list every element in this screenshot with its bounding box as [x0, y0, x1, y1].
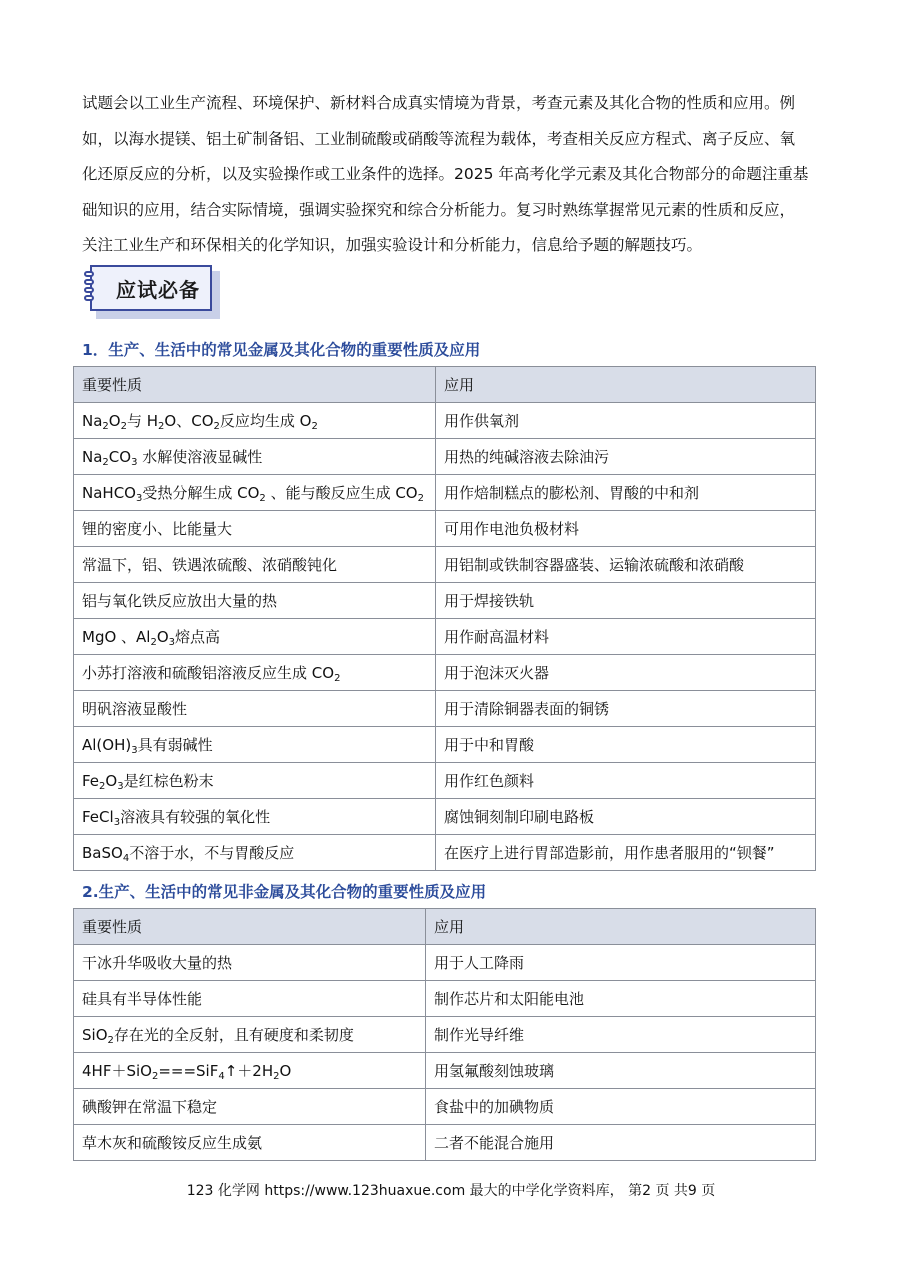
property-cell: [74, 619, 436, 655]
subscript: 4: [218, 1071, 225, 1082]
table-header-row: [74, 909, 816, 945]
use-cell: 用热的纯碱溶液去除油污: [436, 439, 816, 475]
table-row: [74, 835, 816, 871]
text-segment: 小苏打溶液和硫酸铝溶液反应生成 CO: [82, 664, 335, 682]
table-row: [74, 583, 816, 619]
use-cell: 用于人工降雨: [426, 945, 816, 981]
table-row: [74, 655, 816, 691]
section-banner: [90, 265, 222, 321]
property-cell: [74, 583, 436, 619]
intro-line: 关注工业生产和环保相关的化学知识，加强实验设计和分析能力，信息给予题的解题技巧。: [82, 236, 703, 254]
property-cell: [74, 1089, 426, 1125]
subscript: 3: [135, 493, 143, 504]
table-row: [74, 1053, 816, 1089]
use-cell: 用作耐高温材料: [436, 619, 816, 655]
use-cell: 用氢氟酸刻蚀玻璃: [426, 1053, 816, 1089]
property-cell: [74, 799, 436, 835]
subscript: 3: [117, 781, 124, 792]
intro-line: 如，以海水提镁、铝土矿制备铝、工业制硫酸或硝酸等流程为载体，考查相关反应方程式、离子反应、氧: [82, 129, 796, 148]
subscript: 2: [151, 1071, 159, 1082]
text-segment: 不溶于水，不与胃酸反应: [129, 844, 295, 862]
text-segment: O: [105, 772, 118, 790]
text-segment: 是红棕色粉末: [123, 772, 214, 790]
text-segment: 受热分解生成 CO: [142, 484, 260, 502]
use-cell: 食盐中的加碘物质: [426, 1089, 816, 1125]
property-cell: [74, 1053, 426, 1089]
text-segment: 4HF＋SiO: [82, 1062, 152, 1080]
text-segment: 干冰升华吸收大量的热: [82, 954, 233, 972]
table-row: [74, 763, 816, 799]
subscript: 2: [107, 1035, 114, 1046]
notebook-rings-icon: [84, 271, 98, 307]
property-cell: [74, 511, 436, 547]
property-cell: [74, 547, 436, 583]
header-cell-use: 应用: [426, 909, 816, 945]
metal-properties-table: [73, 366, 816, 871]
section2-title: 2.生产、生活中的常见非金属及其化合物的重要性质及应用: [82, 883, 487, 901]
subscript: 2: [334, 673, 341, 684]
use-cell: 用铝制或铁制容器盛装、运输浓硫酸和浓硝酸: [436, 547, 816, 583]
property-cell: [74, 945, 426, 981]
text-segment: 、能与酸反应生成 CO: [265, 484, 418, 502]
use-cell: 用作红色颜料: [436, 763, 816, 799]
table-row: [74, 547, 816, 583]
text-segment: 铝与氧化铁反应放出大量的热: [82, 592, 278, 610]
text-segment: 锂的密度小、比能量大: [82, 520, 233, 538]
table-row: [74, 1089, 816, 1125]
text-segment: O: [108, 412, 121, 430]
header-cell-property: 重要性质: [74, 909, 426, 945]
text-segment: 常温下，铝、铁遇浓硫酸、浓硝酸钝化: [82, 556, 338, 574]
table-row: [74, 945, 816, 981]
text-segment: BaSO: [82, 844, 123, 862]
property-cell: [74, 403, 436, 439]
text-segment: 溶液具有较强的氧化性: [120, 808, 271, 826]
text-segment: 具有弱碱性: [137, 736, 213, 754]
subscript: 2: [417, 493, 424, 504]
use-cell: 在医疗上进行胃部造影前，用作患者服用的“钡餐”: [436, 835, 816, 871]
text-segment: ===SiF: [158, 1062, 219, 1080]
use-cell: 制作光导纤维: [426, 1017, 816, 1053]
subscript: 3: [131, 745, 138, 756]
property-cell: [74, 1017, 426, 1053]
intro-line: 试题会以工业生产流程、环境保护、新材料合成真实情境为背景，考查元素及其化合物的性质和应用。例: [82, 94, 796, 112]
intro-line: 础知识的应用，结合实际情境，强调实验探究和综合分析能力。复习时熟练掌握常见元素的性质和反应，: [82, 200, 796, 219]
text-segment: 存在光的全反射，且有硬度和柔韧度: [113, 1026, 354, 1044]
subscript: 2: [102, 457, 109, 468]
table-header-row: [74, 367, 816, 403]
use-cell: 用于焊接铁轨: [436, 583, 816, 619]
subscript: 2: [311, 421, 318, 432]
nonmetal-properties-table: [73, 908, 816, 1161]
subscript: 2: [273, 1071, 280, 1082]
text-segment: 硅具有半导体性能: [82, 990, 203, 1008]
text-segment: Na: [82, 448, 103, 466]
subscript: 3: [131, 457, 138, 468]
property-cell: [74, 439, 436, 475]
banner-label: 应试必备: [116, 278, 200, 302]
use-cell: 用于清除铜器表面的铜锈: [436, 691, 816, 727]
subscript: 2: [158, 421, 165, 432]
table-row: [74, 403, 816, 439]
table-row: [74, 439, 816, 475]
use-cell: 用于中和胃酸: [436, 727, 816, 763]
use-cell: 制作芯片和太阳能电池: [426, 981, 816, 1017]
table-row: [74, 799, 816, 835]
use-cell: 二者不能混合施用: [426, 1125, 816, 1161]
table-row: [74, 475, 816, 511]
subscript: 3: [113, 817, 121, 828]
text-segment: CO: [108, 448, 132, 466]
text-segment: ↑＋2H: [224, 1062, 274, 1080]
property-cell: [74, 763, 436, 799]
text-segment: 明矾溶液显酸性: [82, 700, 188, 718]
text-segment: MgO 、Al: [82, 628, 151, 646]
property-cell: [74, 475, 436, 511]
property-cell: [74, 727, 436, 763]
text-segment: Na: [82, 412, 103, 430]
text-segment: FeCl: [82, 808, 114, 826]
property-cell: [74, 981, 426, 1017]
text-segment: O、CO: [164, 412, 214, 430]
text-segment: SiO: [82, 1026, 108, 1044]
intro-line: 化还原反应的分析，以及实验操作或工业条件的选择。2025 年高考化学元素及其化合物部分的命题注重基: [82, 165, 809, 183]
text-segment: 反应均生成 O: [219, 412, 312, 430]
property-cell: [74, 691, 436, 727]
use-cell: 可用作电池负极材料: [436, 511, 816, 547]
table-row: [74, 691, 816, 727]
use-cell: 腐蚀铜刻制印刷电路板: [436, 799, 816, 835]
text-segment: Al(OH): [82, 736, 132, 754]
use-cell: 用作焙制糕点的膨松剂、胃酸的中和剂: [436, 475, 816, 511]
subscript: 4: [122, 853, 130, 864]
subscript: 2: [99, 781, 106, 792]
use-cell: 用作供氧剂: [436, 403, 816, 439]
text-segment: 与 H: [126, 412, 159, 430]
subscript: 2: [213, 421, 220, 432]
property-cell: [74, 655, 436, 691]
page-footer: 123 化学网 https://www.123huaxue.com 最大的中学化学资料库， 第2 页 共9 页: [186, 1183, 716, 1199]
text-segment: O: [156, 628, 169, 646]
subscript: 2: [120, 421, 127, 432]
intro-paragraph: [82, 86, 822, 264]
section1-title: 1．生产、生活中的常见金属及其化合物的重要性质及应用: [82, 341, 481, 359]
subscript: 2: [259, 493, 266, 504]
header-cell-use: 应用: [436, 367, 816, 403]
use-cell: 用于泡沫灭火器: [436, 655, 816, 691]
table-row: [74, 727, 816, 763]
subscript: 3: [168, 637, 176, 648]
text-segment: 草木灰和硫酸铵反应生成氨: [82, 1134, 263, 1152]
text-segment: O: [279, 1062, 292, 1080]
text-segment: 熔点高: [175, 628, 221, 646]
table-row: [74, 1017, 816, 1053]
property-cell: [74, 835, 436, 871]
table-row: [74, 619, 816, 655]
table-row: [74, 511, 816, 547]
text-segment: NaHCO: [82, 484, 136, 502]
property-cell: [74, 1125, 426, 1161]
table-row: [74, 1125, 816, 1161]
header-cell-property: 重要性质: [74, 367, 436, 403]
text-segment: 碘酸钾在常温下稳定: [82, 1098, 218, 1116]
text-segment: 水解使溶液显碱性: [137, 448, 263, 466]
text-segment: Fe: [82, 772, 100, 790]
subscript: 2: [102, 421, 109, 432]
table-row: [74, 981, 816, 1017]
subscript: 2: [150, 637, 157, 648]
